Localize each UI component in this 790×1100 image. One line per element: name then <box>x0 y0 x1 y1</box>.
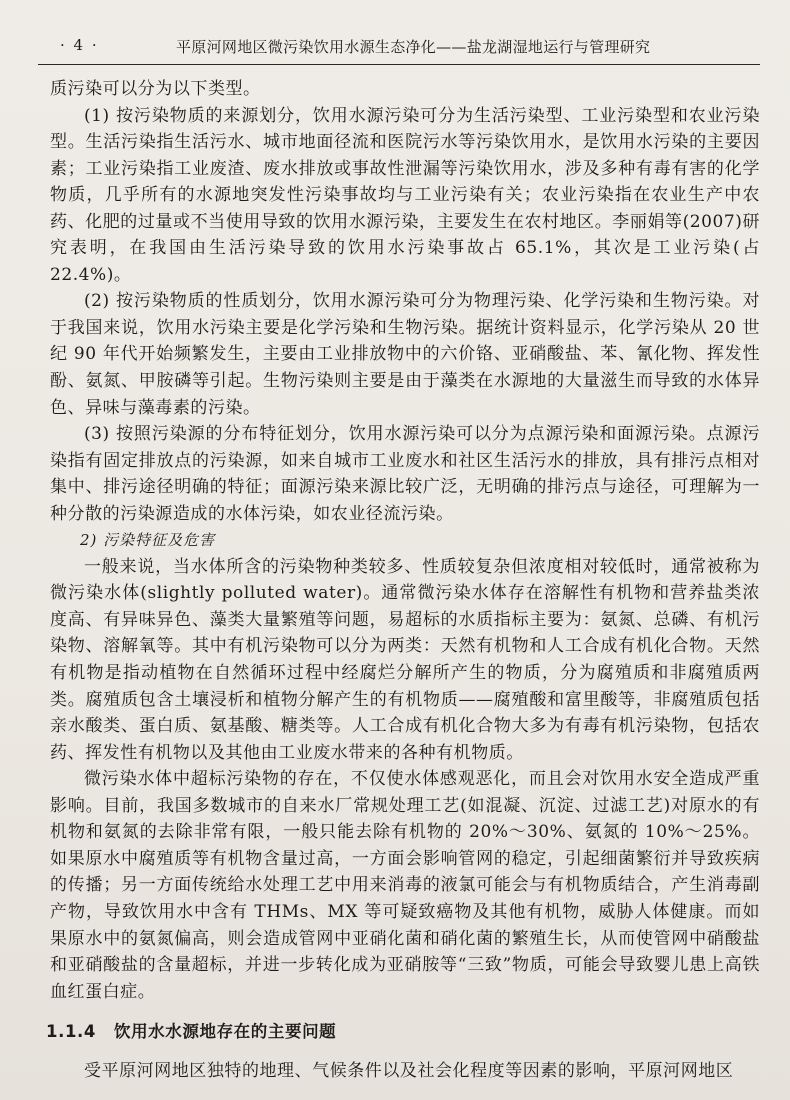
paragraph-health-impact: 微污染水体中超标污染物的存在，不仅使水体感观恶化，而且会对饮用水安全造成严重影响。目前，我国多数城市的自来水厂常规处理工艺(如混凝、沉淀、过滤工艺)对原水的有机物和氨氮的去除非常有限，一般只能去除有机物的 20%～30%、氨氮的 10%～25%。如果原水中腐殖质等有机物含量过高，一方面会影响管网的稳定，引起细菌繁衍并导致疾病的传播；另一方面传统给水处理工艺中用来消毒的液氯可能会与有机物质结合，产生消毒副产物，导致饮用水中含有 THMs、MX 等可疑致癌物及其他有机物，威胁人体健康。而如果原水中的氨氮偏高，则会造成管网中亚硝化菌和硝化菌的繁殖生长，从而使管网中硝酸盐和亚硝酸盐的含量超标，并进一步转化成为亚硝胺等“三致”物质，可能会导致婴儿患上高铁血红蛋白症。 <box>50 769 760 1002</box>
section-number: 1.1.4 <box>46 1022 96 1042</box>
paragraph-source-classification: (1) 按污染物质的来源划分，饮用水源污染可分为生活污染型、工业污染型和农业污染型。生活污染指生活污水、城市地面径流和医院污水等污染饮用水，是饮用水污染的主要因素；工业污染指工业废渣、废水排放或事故性泄漏等污染饮用水，涉及多种有毒有害的化学物质，几乎所有的水源地突发性污染事故均与工业污染有关；农业污染指在农业生产中农药、化肥的过量或不当使用导致的饮用水源污染，主要发生在农村地区。李丽娟等(2007)研究表明，在我国由生活污染导致的饮用水污染事故占 65.1%，其次是工业污染(占 22.4%)。 <box>50 105 760 285</box>
paragraph-section-intro: 受平原河网地区独特的地理、气候条件以及社会化程度等因素的影响，平原河网地区 <box>84 1060 734 1081</box>
subheading-pollution-features: 2) 污染特征及危害 <box>80 531 216 550</box>
paragraph-continuation: 质污染可以分为以下类型。 <box>50 79 261 99</box>
running-title: 平原河网地区微污染饮用水源生态净化——盐龙湖湿地运行与管理研究 <box>176 38 651 56</box>
paragraph-micro-polluted-water: 一般来说，当水体所含的污染物种类较多、性质较复杂但浓度相对较低时，通常被称为微污染水体(slightly polluted water)。通常微污染水体存在溶解性有机物和营养盐类浓度高、有异味异色、藻类大量繁殖等问题，易超标的水质指标主要为：氨氮、总磷、有机污染物、溶解氧等。其中有机污染物可以分为两类：天然有机物和人工合成有机化合物。天然有机物是指动植物在自然循环过程中经腐烂分解所产生的物质，分为腐殖质和非腐殖质两类。腐殖质包含土壤浸析和植物分解产生的有机物质——腐殖酸和富里酸等，非腐殖质包括亲水酸类、蛋白质、氨基酸、糖类等。人工合成有机化合物大多为有毒有机污染物，包括农药、挥发性有机物以及其他由工业废水带来的各种有机物质。 <box>50 556 760 763</box>
section-title: 饮用水水源地存在的主要问题 <box>113 1022 337 1042</box>
running-header <box>38 30 760 65</box>
section-heading <box>46 1019 760 1046</box>
body-text <box>46 76 760 1084</box>
page-number: · 4 · <box>60 36 99 54</box>
paragraph-distribution-classification: (3) 按照污染源的分布特征划分，饮用水源污染可以分为点源污染和面源污染。点源污染指有固定排放点的污染源，如来自城市工业废水和社区生活污水的排放，具有排污点相对集中、排污途径明确的特征；面源污染来源比较广泛，无明确的排污点与途径，可理解为一种分散的污染源造成的水体污染，如农业径流污染。 <box>50 424 760 524</box>
paragraph-nature-classification: (2) 按污染物质的性质划分，饮用水源污染可分为物理污染、化学污染和生物污染。对于我国来说，饮用水污染主要是化学污染和生物污染。据统计资料显示，化学污染从 20 世纪 90 年代开始频繁发生，主要由工业排放物中的六价铬、亚硝酸盐、苯、氰化物、挥发性酚、氨氮、甲胺磷等引起。生物污染则主要是由于藻类在水源地的大量滋生而导致的水体异色、异味与藻毒素的污染。 <box>50 291 760 418</box>
